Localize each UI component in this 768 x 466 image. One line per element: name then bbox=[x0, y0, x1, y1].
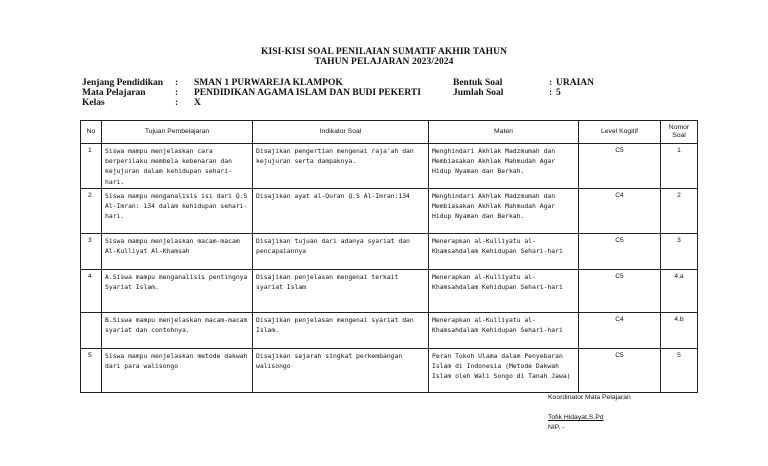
meta-label-jumlah-soal: Jumlah Soal bbox=[453, 88, 504, 98]
cell-level: C5 bbox=[579, 234, 661, 270]
cell-materi: Menghindari Akhlak Madzmumah dan Membiasakan Akhlak Mahmudah Agar Hidup Nyaman dan Berkah. bbox=[429, 189, 579, 234]
meta-label-kelas: Kelas bbox=[82, 98, 105, 108]
cell-nomor: 4.b bbox=[661, 313, 698, 349]
cell-indikator: Disajikan tujuan dari adanya syariat dan pencapaiannya bbox=[253, 234, 429, 270]
meta-value-bentuk-soal: URAIAN bbox=[556, 78, 594, 88]
cell-indikator: Disajikan penjelasan mengenai terkait syariat Islam bbox=[253, 270, 429, 313]
cell-materi: Menerapkan al-Kulliyatu al-Khamsahdalam Kehidupan Sehari-hari bbox=[429, 313, 579, 349]
cell-level: C5 bbox=[579, 270, 661, 313]
cell-materi: Menerapkan al-Kulliyatu al-Khamsahdalam Kehidupan Sehari-hari bbox=[429, 234, 579, 270]
cell-tujuan: Siswa mampu menjelaskan macam-macam Al-Kulliyat Al-Khamsah bbox=[102, 234, 253, 270]
document-subtitle: TAHUN PELAJARAN 2023/2024 bbox=[314, 57, 454, 67]
cell-tujuan: B.Siswa mampu menjelaskan macam-macam syariat dan contohnya. bbox=[102, 313, 253, 349]
cell-materi: Peran Tokoh Ulama dalam Penyebaran Islam di Indonesia (Metode Dakwah Islam oleh Wali Songo di Tanah Jawa) bbox=[429, 349, 579, 393]
meta-colon: : bbox=[175, 98, 179, 108]
meta-colon: : bbox=[175, 78, 179, 88]
meta-colon: : bbox=[549, 88, 553, 98]
meta-right bbox=[453, 78, 613, 100]
cell-level: C4 bbox=[579, 313, 661, 349]
kisi-kisi-table bbox=[80, 120, 698, 393]
signature-name: Tofik Hidayat,S.Pd bbox=[548, 414, 604, 421]
header-nomor: Nomor Soal bbox=[661, 121, 698, 144]
header-materi: Materi bbox=[429, 121, 579, 144]
cell-materi: Menghindari Akhlak Madzmumah dan Membiasakan Akhlak Mahmudah Agar Hidup Nyaman dan Berkah. bbox=[429, 144, 579, 189]
cell-no: 4 bbox=[81, 270, 102, 313]
cell-tujuan: Siswa mampu menjelaskan cara berperilaku membela kebenaran dan kejujuran dalam kehidupan sehari-hari. bbox=[102, 144, 253, 189]
table-row bbox=[81, 189, 698, 234]
cell-materi: Menerapkan al-Kulliyatu al-Khamsahdalam Kehidupan Sehari-hari bbox=[429, 270, 579, 313]
signature-nip: NIP. - bbox=[548, 424, 565, 431]
header-indikator: Indikator Soal bbox=[253, 121, 429, 144]
cell-tujuan: Siswa mampu menjelaskan metode dakwah dari para walisongo bbox=[102, 349, 253, 393]
cell-nomor: 5 bbox=[661, 349, 698, 393]
cell-no: 5 bbox=[81, 349, 102, 393]
header-no: No bbox=[81, 121, 102, 144]
table-row bbox=[81, 234, 698, 270]
cell-indikator: Disajikan ayat al-Quran Q.S Al-Imran:134 bbox=[253, 189, 429, 234]
meta-value-kelas: X bbox=[194, 98, 201, 108]
cell-tujuan: A.Siswa mampu menganalisis pentingnya Syariat Islam. bbox=[102, 270, 253, 313]
cell-indikator: Disajikan penjelasan mengenai syariat dan Islam. bbox=[253, 313, 429, 349]
cell-level: C5 bbox=[579, 349, 661, 393]
signature-role: Koordinator Mata Pelajaran bbox=[548, 394, 631, 401]
cell-level: C5 bbox=[579, 144, 661, 189]
meta-label-jenjang: Jenjang Pendidikan bbox=[82, 78, 164, 88]
meta-value-jenjang: SMAN 1 PURWAREJA KLAMPOK bbox=[194, 78, 343, 88]
meta-label-mapel: Mata Pelajaran bbox=[82, 88, 146, 98]
cell-no: 2 bbox=[81, 189, 102, 234]
document-title: KISI-KISI SOAL PENILAIAN SUMATIF AKHIR TAHUN bbox=[260, 47, 508, 57]
cell-nomor: 2 bbox=[661, 189, 698, 234]
cell-no: 3 bbox=[81, 234, 102, 270]
table-row bbox=[81, 349, 698, 393]
cell-indikator: Disajikan pengertian mengenai rajа'ah dan kejujuran serta dampaknya. bbox=[253, 144, 429, 189]
cell-indikator: Disajikan sejarah singkat perkembangan walisongo bbox=[253, 349, 429, 393]
meta-label-bentuk-soal: Bentuk Soal bbox=[453, 78, 503, 88]
cell-nomor: 1 bbox=[661, 144, 698, 189]
table-row bbox=[81, 270, 698, 313]
cell-tujuan: Siswa mampu menganalisis isi dari Q.S Al-Imran: 134 dalam kehidupan sehari-hari. bbox=[102, 189, 253, 234]
meta-left bbox=[82, 78, 442, 110]
meta-value-jumlah-soal: 5 bbox=[556, 88, 561, 98]
cell-no: 1 bbox=[81, 144, 102, 189]
header-tujuan: Tujuan Pembelajaran bbox=[102, 121, 253, 144]
meta-colon: : bbox=[549, 78, 553, 88]
table-header-row bbox=[81, 121, 698, 144]
meta-value-mapel: PENDIDIKAN AGAMA ISLAM DAN BUDI PEKERTI bbox=[194, 88, 421, 98]
meta-colon: : bbox=[175, 88, 179, 98]
cell-level: C4 bbox=[579, 189, 661, 234]
cell-no bbox=[81, 313, 102, 349]
cell-nomor: 4.a bbox=[661, 270, 698, 313]
cell-nomor: 3 bbox=[661, 234, 698, 270]
header-level: Level Kogitif bbox=[579, 121, 661, 144]
table-row bbox=[81, 313, 698, 349]
table-row bbox=[81, 144, 698, 189]
